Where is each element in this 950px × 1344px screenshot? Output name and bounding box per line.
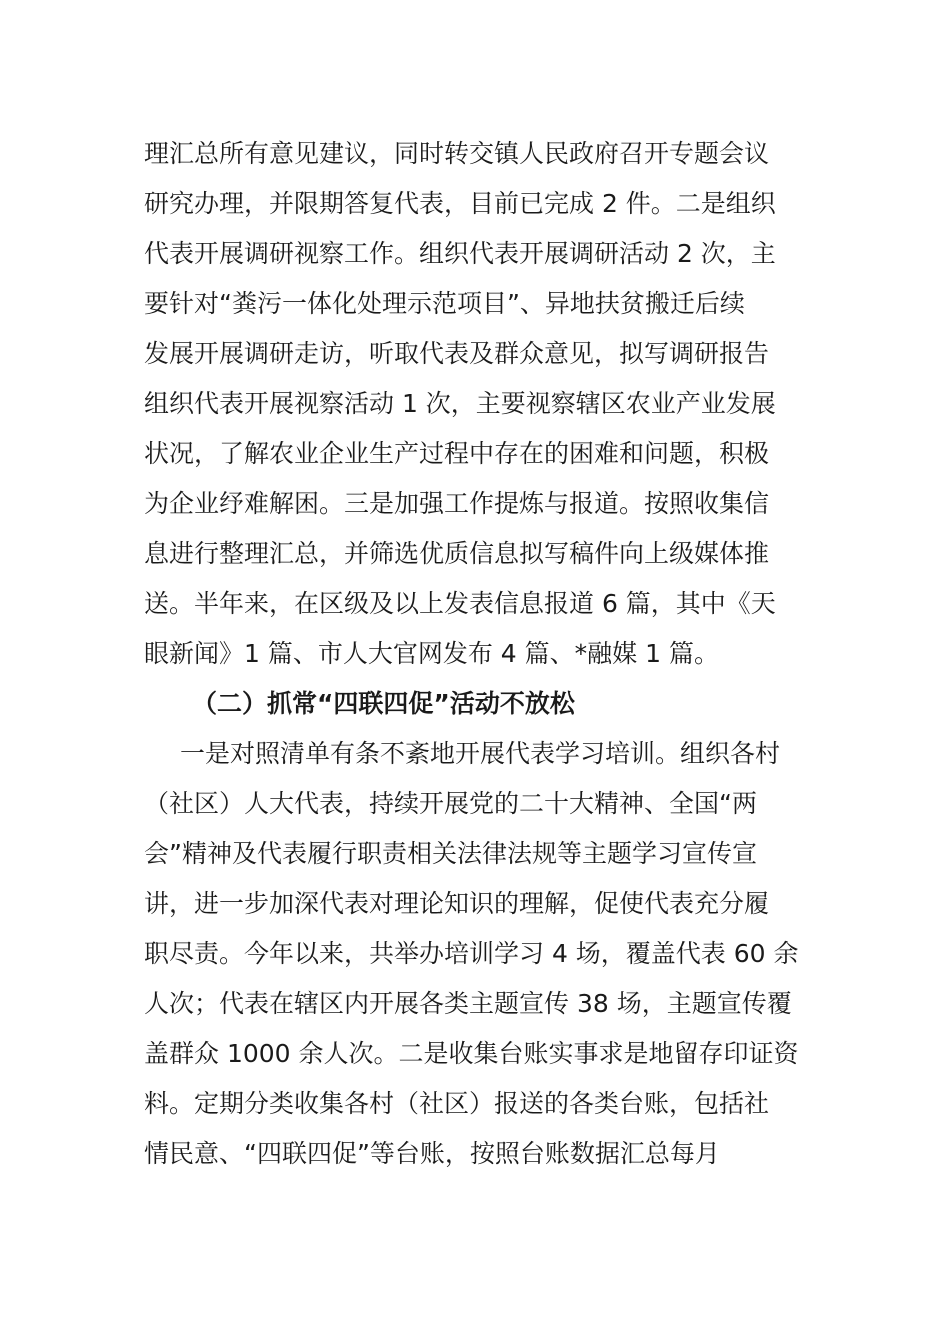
paragraph-1-line: 理汇总所有意见建议，同时转交镇人民政府召开专题会议	[144, 139, 770, 168]
paragraph-1-line: 组织代表开展视察活动 1 次，主要视察辖区农业产业发展	[144, 389, 776, 418]
document-body	[144, 129, 814, 1179]
paragraph-2-line: 讲，进一步加深代表对理论知识的理解，促使代表充分履	[144, 889, 770, 918]
paragraph-1	[144, 129, 814, 679]
paragraph-1-line: 代表开展调研视察工作。组织代表开展调研活动 2 次，主	[144, 239, 776, 268]
paragraph-1-line: 要针对“粪污一体化处理示范项目”、异地扶贫搬迁后续	[144, 289, 745, 318]
paragraph-2-line: 会”精神及代表履行职责相关法律法规等主题学习宣传宣	[144, 839, 757, 868]
paragraph-1-line: 为企业纾难解困。三是加强工作提炼与报道。按照收集信	[144, 489, 770, 518]
paragraph-2-line: 职尽责。今年以来，共举办培训学习 4 场，覆盖代表 60 余	[144, 939, 799, 968]
section-heading: （二）抓常“四联四促”活动不放松	[192, 689, 575, 718]
paragraph-2-line: （社区）人大代表，持续开展党的二十大精神、全国“两	[144, 789, 757, 818]
paragraph-1-line: 研究办理，并限期答复代表，目前已完成 2 件。二是组织	[144, 189, 776, 218]
paragraph-1-line: 发展开展调研走访，听取代表及群众意见，拟写调研报告	[144, 339, 770, 368]
paragraph-2	[144, 729, 814, 1179]
paragraph-2-line: 情民意、“四联四促”等台账，按照台账数据汇总每月	[144, 1139, 720, 1168]
paragraph-1-line: 送。半年来，在区级及以上发表信息报道 6 篇，其中《天	[144, 589, 776, 618]
paragraph-2-line: 料。定期分类收集各村（社区）报送的各类台账，包括社	[144, 1089, 770, 1118]
paragraph-1-line: 眼新闻》1 篇、市人大官网发布 4 篇、*融媒 1 篇。	[144, 639, 719, 668]
paragraph-1-line: 状况，了解农业企业生产过程中存在的困难和问题，积极	[144, 439, 770, 468]
paragraph-1-line: 息进行整理汇总，并筛选优质信息拟写稿件向上级媒体推	[144, 539, 770, 568]
paragraph-2-line: 人次；代表在辖区内开展各类主题宣传 38 场，主题宣传覆	[144, 989, 792, 1018]
paragraph-2-line: 一是对照清单有条不紊地开展代表学习培训。组织各村	[180, 739, 781, 768]
paragraph-2-line: 盖群众 1000 余人次。二是收集台账实事求是地留存印证资	[144, 1039, 799, 1068]
